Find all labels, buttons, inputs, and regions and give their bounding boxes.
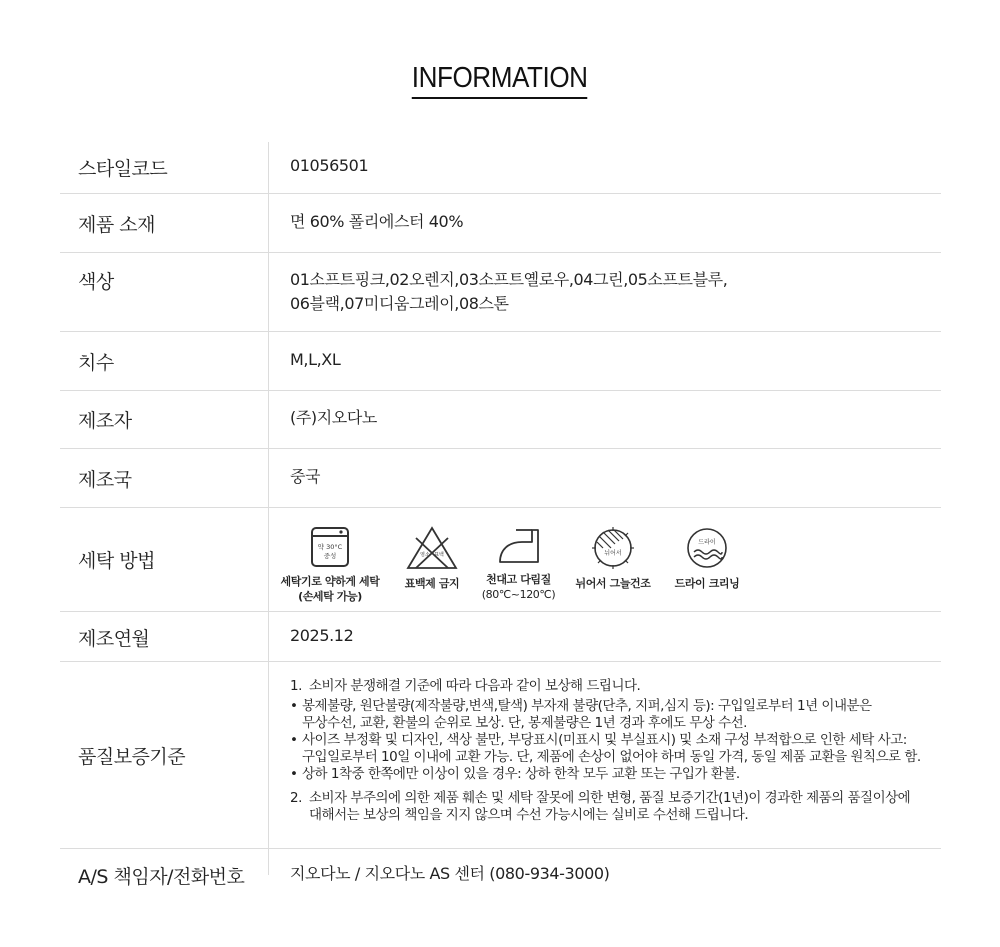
row-material: [60, 194, 941, 253]
wash-caption-3: 천대고 다림질 (80℃~120℃): [481, 573, 556, 601]
quality-bullet-2: • 사이즈 부정확 및 디자인, 색상 불만, 부당표시(미표시 및 부실표시) 및 소재 구성 부적합으로 인한 세탁 사고: 구입일로부터 10일 이내에 교환 가능. 단, 제품에 손상이 없어야 하며 동일 가격, 동일 제품 교환을 원칙으로 함.: [290, 732, 921, 765]
svg-text:뉘어서: 뉘어서: [604, 550, 622, 557]
size-value: M,L,XL: [290, 350, 341, 369]
wash-caption-2: 표백제 금지: [404, 577, 460, 590]
row-country: [60, 449, 941, 508]
color-label: 색상: [78, 271, 114, 293]
divider: [268, 194, 269, 252]
no-bleach-icon: [406, 526, 458, 570]
iron-icon: [496, 526, 542, 566]
color-value: [290, 268, 933, 316]
country-value: 중국: [290, 467, 321, 486]
style-code-label: 스타일코드: [78, 158, 168, 180]
divider: [268, 332, 269, 390]
wash-caption-4: 뉘어서 그늘건조: [575, 577, 651, 590]
row-as: [60, 849, 941, 899]
divider: [268, 612, 269, 661]
date-value: 2025.12: [290, 626, 354, 645]
quality-item-1: 1. 소비자 분쟁해결 기준에 따라 다음과 같이 보상해 드립니다.: [290, 678, 641, 694]
row-size: [60, 332, 941, 391]
washing-icons: [278, 526, 758, 606]
svg-text:염소: 염소: [420, 552, 430, 558]
wash-item-no-bleach: [392, 526, 472, 591]
divider: [268, 253, 269, 331]
as-label: A/S 책임자/전화번호: [78, 866, 245, 888]
row-style-code: [60, 142, 941, 194]
divider: [268, 391, 269, 448]
divider: [268, 508, 269, 611]
row-color: [60, 253, 941, 332]
material-label: 제품 소재: [78, 214, 155, 236]
row-maker: [60, 391, 941, 449]
row-washing: [60, 508, 941, 612]
wash-item-machine: [278, 526, 382, 604]
wash-item-shade-dry: [568, 526, 658, 591]
country-label: 제조국: [78, 469, 132, 491]
info-table: [60, 142, 941, 899]
quality-bullet-3: • 상하 1착중 한쪽에만 이상이 있을 경우: 상하 한착 모두 교환 또는 구입가 환불.: [290, 766, 740, 782]
color-line-2: 06블랙,07미디움그레이,08스톤: [290, 294, 509, 313]
washing-label: 세탁 방법: [78, 550, 155, 572]
dry-clean-icon: [685, 526, 729, 570]
style-code-value: 01056501: [290, 156, 369, 175]
svg-text:약 30°C: 약 30°C: [317, 543, 343, 551]
color-line-1: 01소프트핑크,02오렌지,03소프트옐로우,04그린,05소프트블루,: [290, 270, 728, 289]
quality-label: 품질보증기준: [78, 746, 186, 768]
as-value: 지오다노 / 지오다노 AS 센터 (080-934-3000): [290, 864, 610, 883]
divider: [268, 662, 269, 848]
wash-item-dry-clean: [662, 526, 752, 591]
quality-bullet-1: • 봉제불량, 원단불량(제작불량,변색,탈색) 부자재 불량(단추, 지퍼,심지 등): 구입일로부터 1년 이내분은 무상수선, 교환, 환불의 순위로 보상. 단, 봉제불량은 1년 경과 후에도 무상 수선.: [290, 698, 872, 731]
wash-caption-1: 세탁기로 약하게 세탁 (손세탁 가능): [280, 575, 380, 603]
wash-tub-icon: [310, 526, 350, 568]
page-title: INFORMATION: [412, 62, 588, 99]
svg-text:표백: 표백: [434, 552, 444, 558]
svg-text:드라이: 드라이: [698, 539, 716, 546]
quality-item-2: 2. 소비자 부주의에 의한 제품 훼손 및 세탁 잘못에 의한 변형, 품질 보증기간(1년)이 경과한 제품의 품질이상에 대해서는 보상의 책임을 지지 않으며 수선 가능시에는 실비로 수선해 드립니다.: [290, 790, 911, 823]
wash-item-iron: [476, 526, 561, 602]
divider: [268, 449, 269, 507]
size-label: 치수: [78, 352, 114, 374]
quality-text: [290, 678, 941, 824]
wash-caption-5: 드라이 크리닝: [674, 577, 740, 590]
page-title-wrap: [0, 62, 1000, 99]
divider: [268, 849, 269, 875]
date-label: 제조연월: [78, 628, 150, 650]
divider: [268, 142, 269, 193]
maker-label: 제조자: [78, 410, 132, 432]
svg-text:중성: 중성: [323, 552, 337, 560]
material-value: 면 60% 폴리에스터 40%: [290, 212, 464, 231]
row-quality: [60, 662, 941, 849]
shade-dry-icon: [589, 526, 637, 570]
row-date: [60, 612, 941, 662]
maker-value: (주)지오다노: [290, 408, 377, 427]
